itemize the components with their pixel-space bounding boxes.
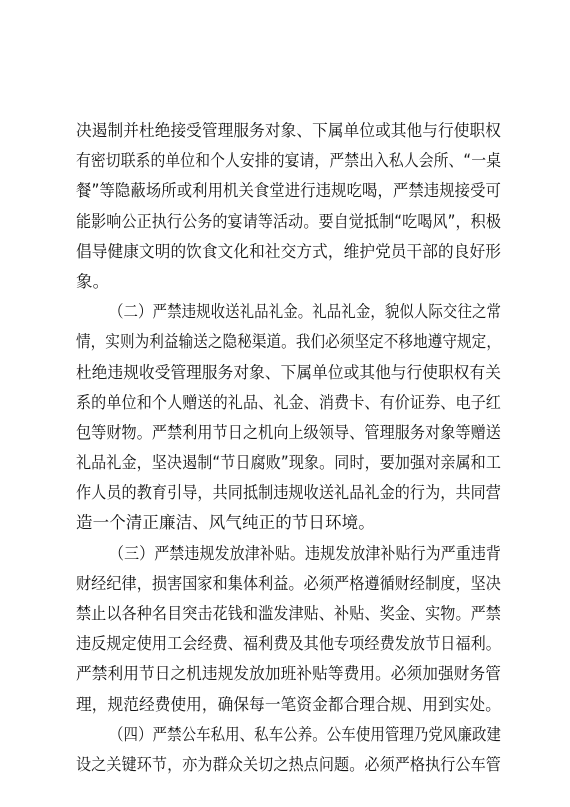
text-line: 象。: [76, 271, 110, 291]
paragraph-first-line: （二）严禁违规收送礼品礼金。礼品礼金，貌似人际交往之常: [109, 302, 501, 322]
text-line: 餐”等隐蔽场所或利用机关食堂进行违规吃喝，严禁违规接受可: [76, 181, 501, 201]
text-line: 决遏制并杜绝接受管理服务对象、下属单位或其他与行使职权: [76, 121, 501, 140]
paragraph-first-line: （四）严禁公车私用、私车公养。公车使用管理乃党风廉政建: [109, 724, 501, 744]
text-line: 系的单位和个人赠送的礼品、礼金、消费卡、有价证券、电子红: [76, 392, 501, 412]
text-line: 倡导健康文明的饮食文化和社交方式，维护党员干部的良好形: [76, 241, 501, 261]
body-text: [76, 116, 501, 780]
text-line: 杜绝违规收受管理服务对象、下属单位或其他与行使职权有关: [76, 362, 501, 382]
text-line: 有密切联系的单位和个人安排的宴请，严禁出入私人会所、“一桌: [76, 151, 501, 171]
text-line: 作人员的教育引导，共同抵制违规收送礼品礼金的行为，共同营: [76, 483, 501, 503]
text-line: 设之关键环节，亦为群众关切之热点问题。必须严格执行公车管: [76, 754, 501, 774]
text-line: 禁止以各种名目突击花钱和滥发津贴、补贴、奖金、实物。严禁: [76, 604, 501, 623]
text-line: 财经纪律，损害国家和集体利益。必须严格遵循财经制度，坚决: [76, 573, 501, 593]
text-line: 违反规定使用工会经费、福利费及其他专项经费发放节日福利。: [76, 634, 501, 654]
text-line: 严禁利用节日之机违规发放加班补贴等费用。必须加强财务管: [76, 664, 501, 684]
text-line: 礼品礼金，坚决遏制“节日腐败”现象。同时，要加强对亲属和工: [76, 453, 501, 473]
text-line: 能影响公正执行公务的宴请等活动。要自觉抵制“吃喝风”，积极: [76, 211, 501, 231]
text-line: 理，规范经费使用，确保每一笔资金都合理合规、用到实处。: [76, 694, 501, 714]
text-line: 造一个清正廉洁、风气纯正的节日环境。: [76, 513, 375, 533]
text-line: 情，实则为利益输送之隐秘渠道。我们必须坚定不移地遵守规定，: [76, 332, 501, 352]
paragraph-first-line: （三）严禁违规发放津补贴。违规发放津补贴行为严重违背: [109, 543, 501, 563]
text-line: 包等财物。严禁利用节日之机向上级领导、管理服务对象等赠送: [76, 422, 501, 442]
